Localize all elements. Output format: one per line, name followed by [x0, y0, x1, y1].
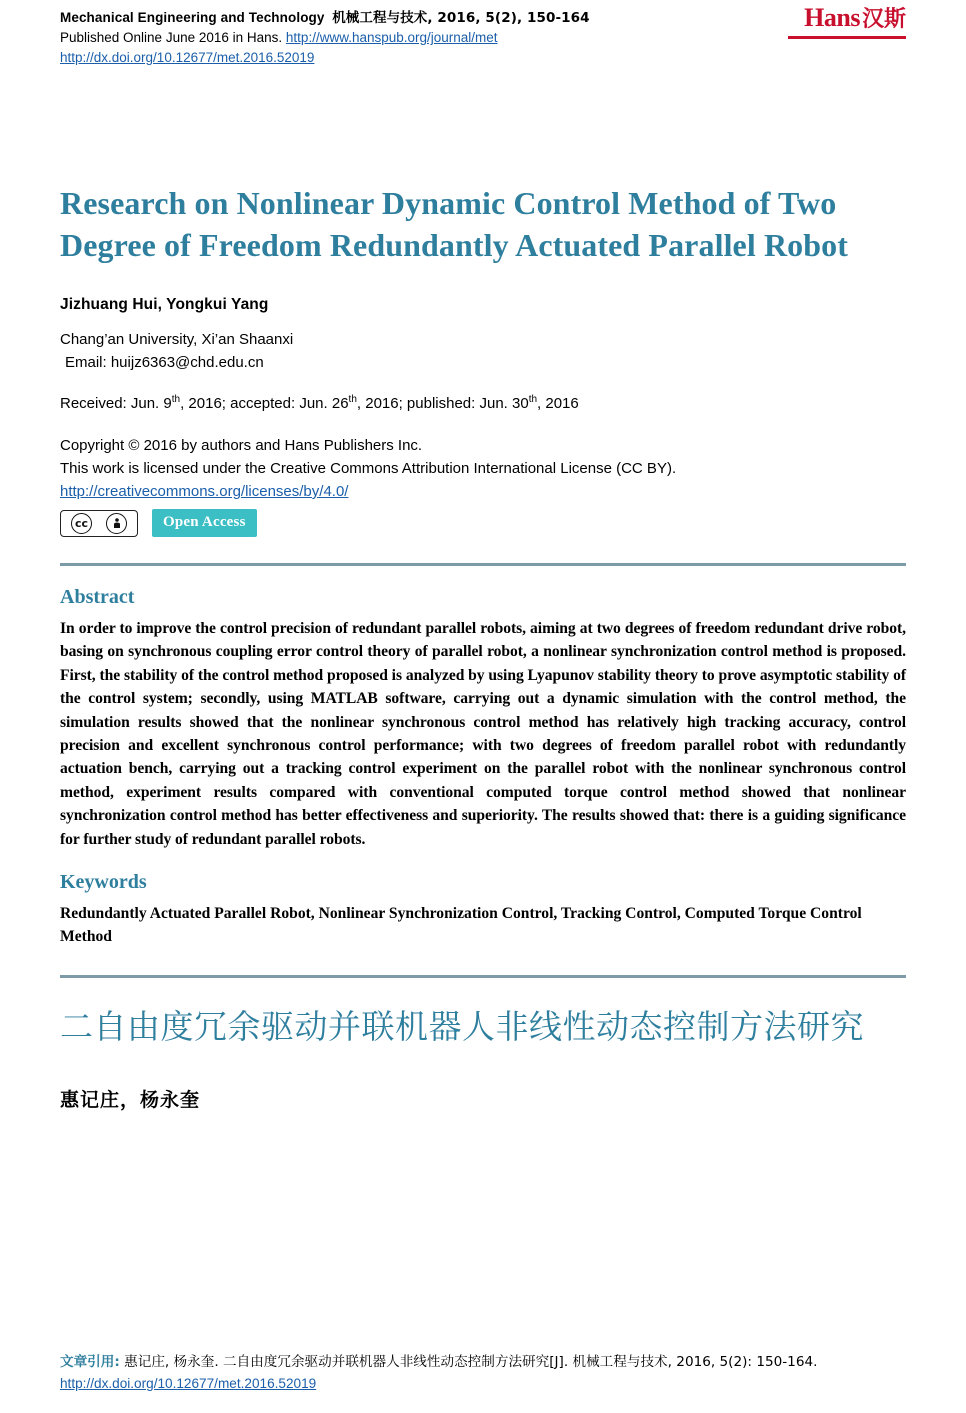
accepted-sup: th — [348, 394, 357, 405]
citation-text-cn: 惠记庄, 杨永奎. 二自由度冗余驱动并联机器人非线性动态控制方法研究 — [119, 1354, 550, 1370]
affiliation-text: Chang’an University, Xi’an Shaanxi — [60, 331, 294, 348]
author-list: Jizhuang Hui, Yongkui Yang — [60, 296, 269, 313]
author-list-cn: 惠记庄，杨永奎 — [60, 1088, 201, 1111]
divider-bottom — [60, 975, 906, 978]
citation-doi-link[interactable]: http://dx.doi.org/10.12677/met.2016.52019 — [60, 1376, 317, 1391]
license-link[interactable]: http://creativecommons.org/licenses/by/4.0/ — [60, 483, 349, 500]
keywords-text: Redundantly Actuated Parallel Robot, Nonlinear Synchronization Control, Tracking Control, Computed Torque Control Method — [60, 905, 862, 946]
journal-title-cn: 机械工程与技术, 2016, 5(2), 150-164 — [332, 10, 590, 26]
accepted-label: , 2016; accepted: Jun. 26 — [180, 395, 349, 412]
email-text: Email: huijz6363@chd.edu.cn — [65, 354, 264, 371]
citation-text-tail: [J]. 机械工程与技术, 2016, 5(2): 150-164. — [549, 1354, 818, 1370]
published-sup: th — [528, 394, 538, 405]
page-title: Research on Nonlinear Dynamic Control Method of Two Degree of Freedom Redundantly Actuated Parallel Robot — [60, 185, 849, 263]
received-label: Received: Jun. 9 — [60, 395, 172, 412]
cc-by-person-icon — [106, 513, 127, 534]
year-tail: , 2016 — [537, 395, 579, 412]
journal-url-link[interactable]: http://www.hanspub.org/journal/met — [285, 30, 498, 45]
citation-footer — [60, 1351, 906, 1395]
divider-top — [60, 563, 906, 566]
cc-logo-icon: cc — [71, 513, 92, 534]
published-line — [60, 28, 906, 48]
logo-underline-bar — [788, 36, 906, 39]
published-label: , 2016; published: Jun. 30 — [356, 395, 529, 412]
affiliation-block — [60, 328, 906, 374]
doi-line — [60, 48, 906, 68]
creative-commons-icon — [60, 510, 138, 537]
license-badge-row — [60, 509, 906, 537]
submission-dates — [60, 394, 906, 412]
copyright-line-2: This work is licensed under the Creative Commons Attribution International License (CC BY). — [60, 460, 677, 477]
citation-label: 文章引用: — [60, 1354, 120, 1370]
title-block — [60, 182, 906, 266]
page-title-cn: 二自由度冗余驱动并联机器人非线性动态控制方法研究 — [60, 1006, 864, 1046]
doi-link[interactable]: http://dx.doi.org/10.12677/met.2016.52019 — [60, 50, 315, 65]
abstract-heading: Abstract — [60, 586, 135, 608]
received-sup: th — [171, 394, 181, 405]
page-header — [60, 0, 906, 70]
published-prefix: Published Online June 2016 in Hans. — [60, 30, 283, 45]
copyright-block — [60, 434, 906, 503]
journal-line — [60, 8, 906, 28]
journal-title-en: Mechanical Engineering and Technology — [60, 10, 325, 25]
keywords-heading: Keywords — [60, 871, 147, 894]
hans-logo-en: Hans — [804, 3, 860, 32]
open-access-badge[interactable]: Open Access — [152, 509, 257, 537]
copyright-line-1: Copyright © 2016 by authors and Hans Publishers Inc. — [60, 437, 423, 454]
abstract-text: In order to improve the control precision of redundant parallel robots, aiming at two degrees of freedom redundant drive robot, basing on synchronous coupling error control theory of parallel robot, a nonlinear synchronization control method is proposed. First, the stability of the control method proposed is analyzed by using Lyapunov stability theory to prove asymptotic stability of the control system; secondly, using MATLAB software, carrying out a dynamic simulation with the control method, the simulation results showed that the nonlinear synchronous control method has relatively high tracking accuracy, control precision and excellent synchronous control performance; with two degrees of freedom parallel robot with redundantly actuation bench, carrying out a tracking control experiment on the parallel robot with the nonlinear synchronous control method, experiment results compared with conventional computed torque control method showed that nonlinear synchronization control method has better effectiveness and superiority. The results showed that: there is a guiding significance for further study of redundant parallel robots. — [60, 620, 906, 848]
hans-logo — [804, 2, 906, 33]
hans-logo-cn: 汉斯 — [861, 7, 906, 32]
